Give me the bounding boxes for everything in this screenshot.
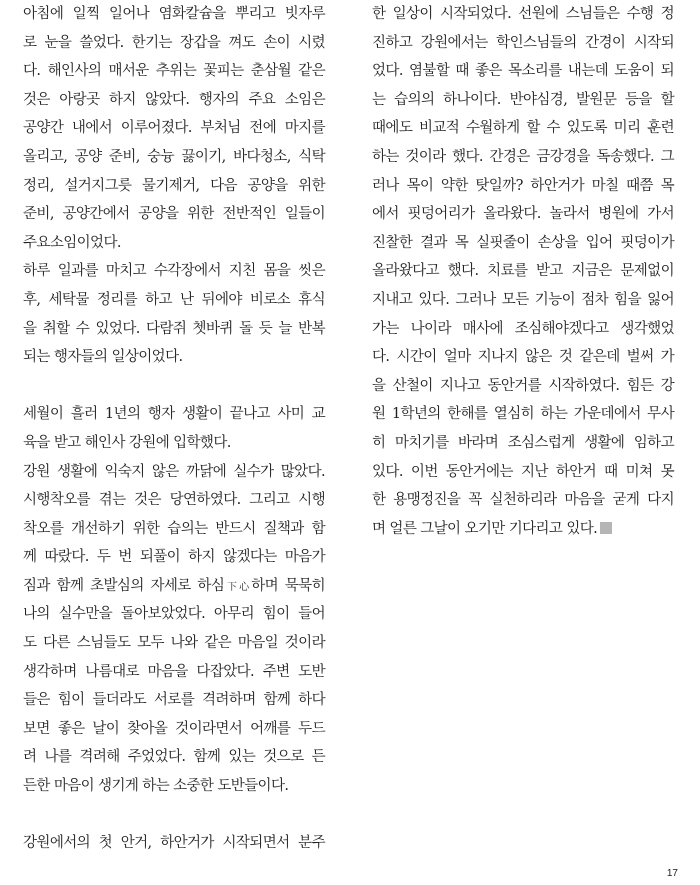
right-column: [372, 0, 674, 543]
text-line: 는 습의의 하나이다. 반야심경, 발원문 등을 할: [372, 91, 674, 108]
text-segment: 며 얼른 그날이 오기만 기다리고 있다.: [372, 520, 598, 537]
page-number: 17: [666, 868, 678, 879]
text-line: 원 1학년의 한해를 열심히 하는 가운데에서 무사: [372, 406, 674, 423]
text-line: 때에도 비교적 수월하게 할 수 있도록 미리 훈련: [372, 120, 674, 137]
text-line: 도 다른 스님들도 모두 나와 같은 마음일 것이라: [23, 635, 325, 652]
text-line: 정리, 설거지그릇 물기제거, 다음 공양을 위한: [23, 177, 325, 194]
text-line: 가는 나이라 매사에 조심해야겠다고 생각했었: [372, 320, 674, 337]
text-line: 나의 실수만을 돌아보았었다. 아무리 힘이 들어: [23, 606, 325, 623]
text-line: 든한 마음이 생기게 하는 소중한 도반들이다.: [23, 778, 289, 795]
text-line: 올리고, 공양 준비, 숭늉 끓이기, 바다청소, 식탁: [23, 148, 325, 165]
text-segment: 하며 묵묵히: [251, 577, 325, 594]
left-column: [23, 0, 325, 858]
hanja-annotation: 下心: [224, 581, 252, 593]
text-line: 되는 행자들의 일상이었다.: [23, 349, 183, 366]
text-line: 공양간 내에서 이루어졌다. 부처님 전에 마지를: [23, 120, 325, 137]
text-line: 진하고 강원에서는 학인스님들의 간경이 시작되: [372, 34, 674, 51]
text-line: 히 마치기를 바라며 조심스럽게 생활에 임하고: [372, 434, 674, 451]
text-line: 을 산철이 지나고 동안거를 시작하였다. 힘든 강: [372, 377, 674, 394]
text-line: 육을 받고 해인사 강원에 입학했다.: [23, 434, 231, 451]
text-line: 보면 좋은 날이 찾아올 것이라면서 어깨를 두드: [23, 720, 325, 737]
text-line: 한 용맹정진을 꼭 실천하리라 마음을 굳게 다지: [372, 492, 674, 509]
text-line: [372, 515, 674, 544]
text-line: 었다. 염불할 때 좋은 목소리를 내는데 도움이 되: [372, 63, 674, 80]
text-line: 강원 생활에 익숙지 않은 까닭에 실수가 많았다.: [23, 463, 325, 480]
text-line: 러나 목이 약한 탓일까? 하안거가 마칠 때쯤 목: [372, 177, 674, 194]
paragraph-gap: [23, 801, 325, 830]
text-line: 에서 핏덩어리가 올라왔다. 놀라서 병원에 가서: [372, 206, 674, 223]
text-line: 강원에서의 첫 안거, 하안거가 시작되면서 분주: [23, 835, 325, 852]
text-line: 올라왔다고 했다. 치료를 받고 지금은 문제없이: [372, 263, 674, 280]
text-line: 하루 일과를 마치고 수각장에서 지친 몸을 씻은: [23, 263, 325, 280]
text-line: 것은 아랑곳 하지 않았다. 행자의 주요 소임은: [23, 91, 325, 108]
paragraph-gap: [23, 372, 325, 401]
text-line: 다. 해인사의 매서운 추위는 꽃피는 춘삼월 같은: [23, 63, 325, 80]
text-line: 들은 힘이 들더라도 서로를 격려하며 함께 하다: [23, 692, 325, 709]
text-line: 진찰한 결과 목 실핏줄이 손상을 입어 핏덩이가: [372, 234, 674, 251]
text-line: 께 따랐다. 두 번 되풀이 하지 않겠다는 마음가: [23, 549, 325, 566]
end-mark-icon: [600, 522, 612, 534]
text-line: 하는 것이라 했다. 간경은 금강경을 독송했다. 그: [372, 148, 674, 165]
text-line: 세월이 흘러 1년의 행자 생활이 끝나고 사미 교: [23, 406, 325, 423]
text-line: 착오를 개선하기 위한 습의는 반드시 질책과 함: [23, 520, 325, 537]
text-line: 려 나를 격려해 주었었다. 함께 있는 것으로 든: [23, 749, 325, 766]
text-line: [23, 572, 325, 601]
text-line: 준비, 공양간에서 공양을 위한 전반적인 일들이: [23, 206, 325, 223]
text-line: 다. 시간이 얼마 지나지 않은 것 같은데 벌써 가: [372, 349, 674, 366]
text-line: 한 일상이 시작되었다. 선원에 스님들은 수행 정: [372, 6, 674, 22]
text-line: 지내고 있다. 그러나 모든 기능이 점차 힘을 잃어: [372, 291, 674, 308]
text-line: 있다. 이번 동안거에는 지난 하안거 때 미쳐 못: [372, 463, 674, 480]
text-line: 로 눈을 쓸었다. 한기는 장갑을 껴도 손이 시렸: [23, 34, 325, 51]
text-line: 후, 세탁물 정리를 하고 난 뒤에야 비로소 휴식: [23, 291, 325, 308]
text-segment: 짐과 함께 초발심의 자세로 하심: [23, 577, 225, 594]
text-line: 생각하며 나름대로 마음을 다잡았다. 주변 도반: [23, 663, 325, 680]
text-line: 주요소임이었다.: [23, 234, 121, 251]
text-line: 아침에 일찍 일어나 염화칼슘을 뿌리고 빗자루: [23, 6, 325, 22]
text-line: 시행착오를 겪는 것은 당연하였다. 그리고 시행: [23, 492, 325, 509]
text-line: 을 취할 수 있었다. 다람쥐 쳇바퀴 돌 듯 늘 반복: [23, 320, 325, 337]
